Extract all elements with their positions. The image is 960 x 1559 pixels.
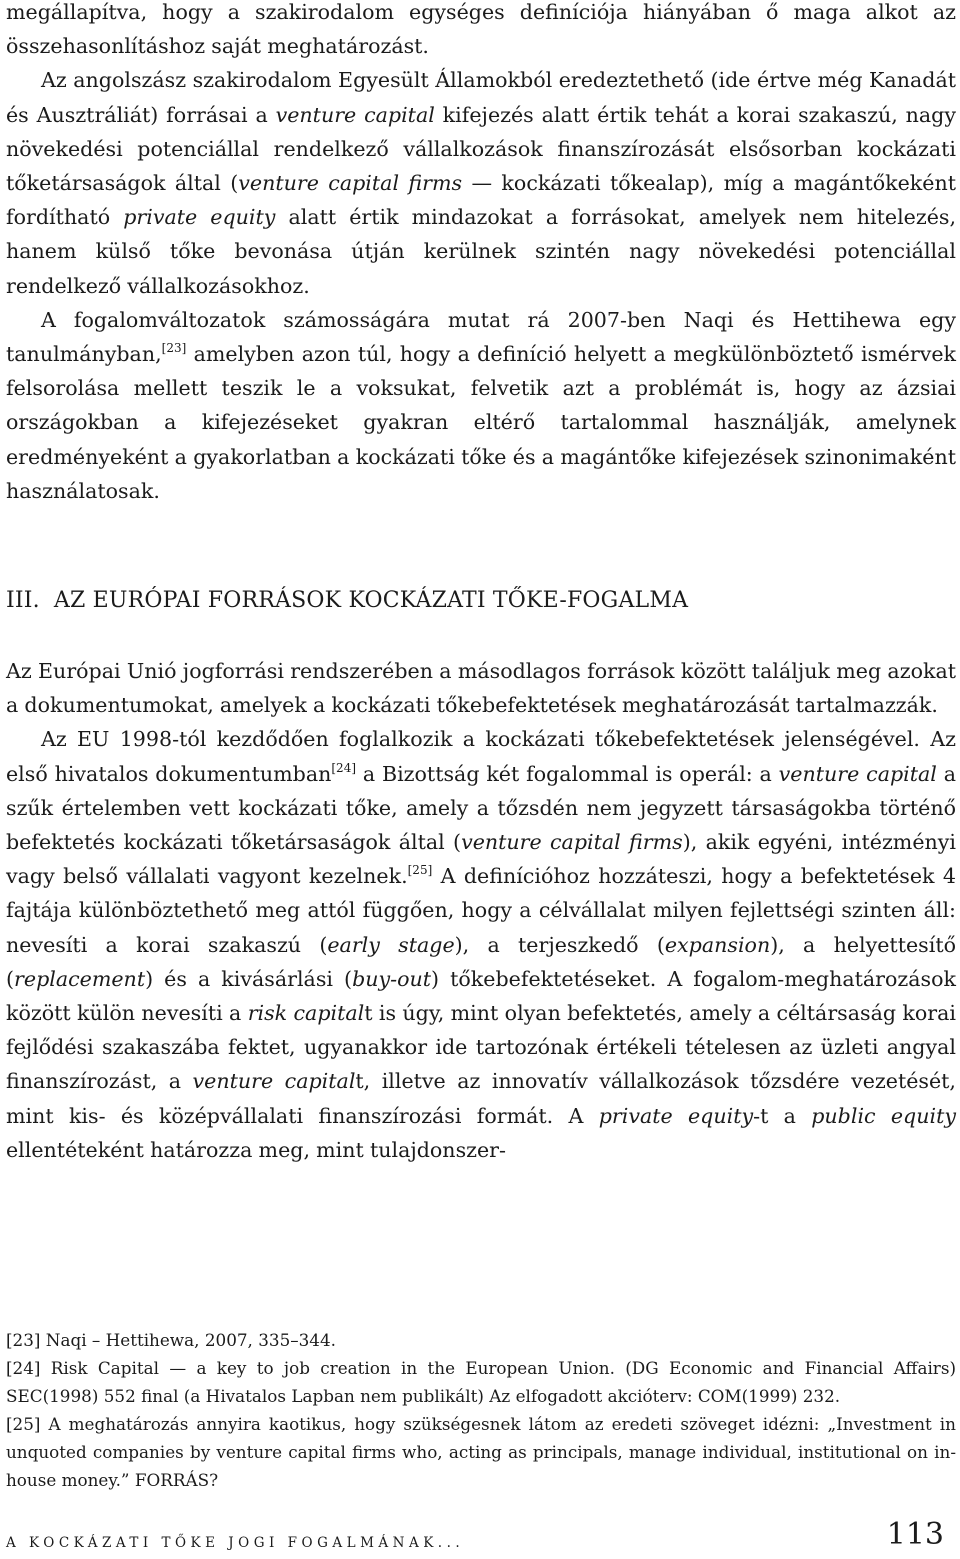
section-heading [6, 584, 688, 618]
footnote-25: [25] A meghatározás annyira kaotikus, hogy szükségesnek látom az eredeti szöveget idézni: „Investment in unquoted companies by venture capital firms who, acting as principals, manage individual, institutional on in-house money.” FORRÁS? [6, 1414, 956, 1490]
footnote-ref-25[interactable]: [25] [407, 863, 433, 878]
paragraph-naqi: A fogalomváltozatok számosságára mutat rá 2007-ben Naqi és Hettihewa egy tanulmányban,[23] amelyben azon túl, hogy a definíció helyett a megkülönböztető ismérvek felsorolása mellett teszik le a voksukat, felvetik azt a problémát is, hogy az ázsiai országokban a kifejezéseket gyakran eltérő tartalommal használják, amelynek eredményeként a gyakorlatban a kockázati tőke és a magántőke kifejezések szinonimaként használatosak. [6, 307, 956, 503]
footnote-24: [24] Risk Capital — a key to job creation in the European Union. (DG Economic and Financial Affairs) SEC(1998) 552 final (a Hivatalos Lapban nem publikált) Az elfogadott akcióterv: COM(1999) 232. [6, 1358, 956, 1406]
paragraph-continuation: megállapítva, hogy a szakirodalom egységes definíciója hiányában ő maga alkot az összehasonlításhoz saját meghatározást. [6, 0, 956, 59]
footnotes [6, 1326, 956, 1494]
footnote-23: [23] Naqi – Hettihewa, 2007, 335–344. [6, 1330, 336, 1350]
paragraph-anglo-saxon: Az angolszász szakirodalom Egyesült Államokból eredeztethető (ide értve még Kanadát és Ausztráliát) forrásai a venture capital kifejezés alatt értik tehát a korai szakaszú, nagy növekedési potenciállal rendelkező vállalkozások finanszírozását elsősorban kockázati tőketársaságok által (venture capital firms — kockázati tőkealap), míg a magántőkeként fordítható private equity alatt értik mindazokat a forrásokat, amelyek nem hitelezés, hanem külső tőke bevonása útján kerülnek szintén nagy növekedési potenciállal rendelkező vállalkozásokhoz. [6, 68, 957, 298]
running-head: A KOCKÁZATI TŐKE JOGI FOGALMÁNAK... [6, 1535, 465, 1551]
footnote-ref-24[interactable]: [24] [331, 760, 357, 775]
paragraph-eu-1998: Az EU 1998-tól kezdődően foglalkozik a kockázati tőkebefektetések jelenségével. Az első hivatalos dokumentumban[24] a Bizottság két fogalommal is operál: a venture capital a szűk értelemben vett kockázati tőke, amely a tőzsdén nem jegyzett társaságokba történő befektetés kockázati tőketársaságok által (venture capital firms), akik egyéni, intézményi vagy belső vállalati vagyont kezelnek.[25] A definícióhoz hozzáteszi, hogy a befektetések 4 fajtája különböztethető meg attól függően, hogy a célvállalat milyen fejlettségi szinten áll: nevesíti a korai szakaszú (early stage), a terjeszkedő (expansion), a helyettesítő (replacement) és a kivásárlási (buy-out) tőkebefektetéseket. A fogalom-meghatározások között külön nevesíti a risk capitalt is úgy, mint olyan befektetés, amely a céltársaság korai fejlődési szakaszába fektet, ugyanakkor ide tartozónak értékeli tételesen az üzleti angyal finanszírozást, a venture capitalt, illetve az innovatív vállalkozások tőzsdére vezetését, mint kis- és középvállalati finanszírozási formát. A private equity-t a public equity ellentéteként határozza meg, mint tulajdonszer- [6, 727, 957, 1162]
section-number: III. [6, 588, 40, 613]
footnote-ref-23[interactable]: [23] [161, 341, 187, 356]
section-text-block [6, 654, 956, 1167]
section-title: AZ EURÓPAI FORRÁSOK KOCKÁZATI TŐKE-FOGALMA [53, 588, 689, 613]
page-number: 113 [886, 1517, 944, 1552]
lead-text-block [6, 0, 956, 508]
paragraph-eu-sources: Az Európai Unió jogforrási rendszerében a másodlagos források között találjuk meg azokat a dokumentumokat, amelyek a kockázati tőkebefektetések meghatározását tartalmazzák. [6, 659, 956, 718]
